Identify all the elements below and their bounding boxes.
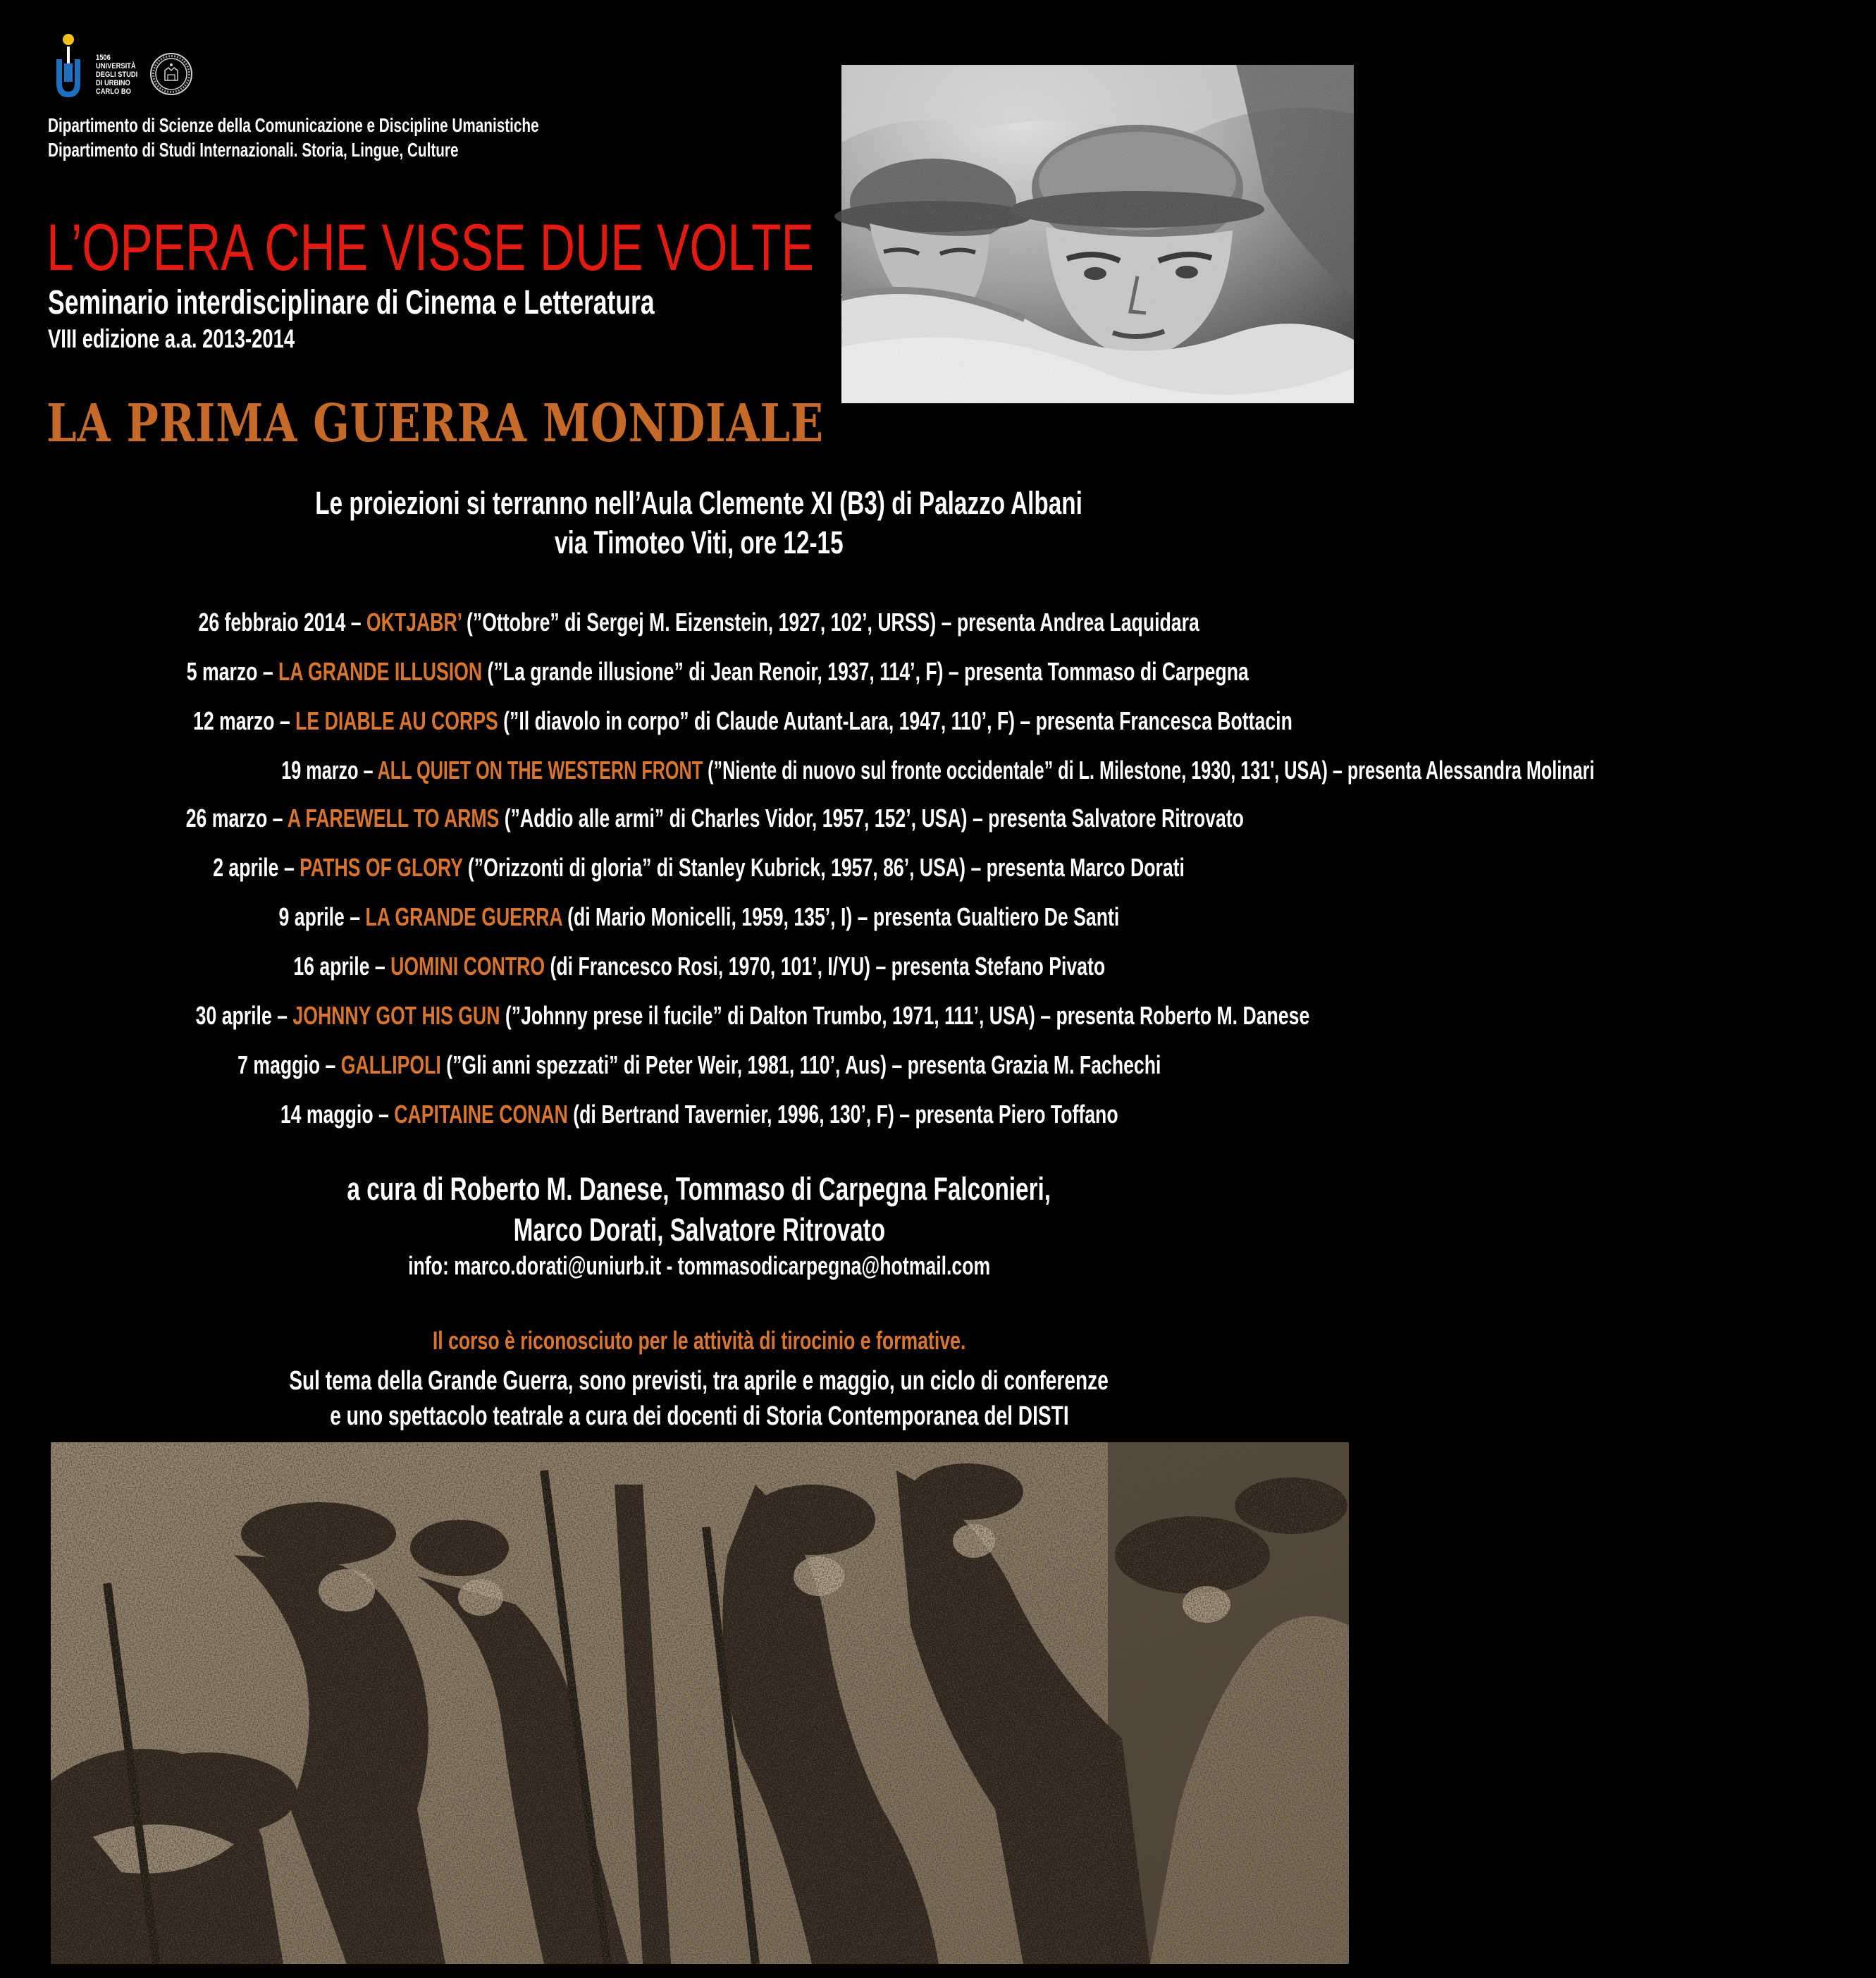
screening-details: (”Addio alle armi” di Charles Vidor, 1957, 152’, USA) – presenta Salvatore Ritrovato <box>499 804 1244 833</box>
screening-details: (di Francesco Rosi, 1970, 101’, I/YU) – presenta Stefano Pivato <box>544 952 1105 981</box>
university-logo <box>45 32 214 110</box>
schedule-row <box>0 1046 1398 1095</box>
screening-date: 9 aprile – <box>278 902 366 931</box>
screening-details: (di Bertrand Tavernier, 1996, 130’, F) – presenta Piero Toffano <box>567 1100 1118 1129</box>
screening-date: 14 maggio – <box>280 1100 394 1129</box>
university-name-line: CARLO BO <box>96 87 131 96</box>
screening-details: (”Orizzonti di gloria” di Stanley Kubrick, 1957, 86’, USA) – presenta Marco Dorati <box>462 853 1185 882</box>
closing-line: Sul tema della Grande Guerra, sono previsti, tra aprile e maggio, un ciclo di conferenze <box>289 1366 1109 1396</box>
course-recognition <box>0 1324 1398 1358</box>
subtitle <box>48 282 868 324</box>
screening-details: (di Mario Monicelli, 1959, 135’, I) – presenta Gualtiero De Santi <box>562 902 1120 931</box>
screening-date: 12 marzo – <box>193 706 296 735</box>
university-seal-icon <box>149 52 193 96</box>
edition <box>48 323 381 355</box>
screening-date: 5 marzo – <box>186 657 279 686</box>
film-title: OKTJABR’ <box>366 608 462 637</box>
schedule-row <box>0 799 1398 849</box>
film-title: GALLIPOLI <box>340 1050 441 1079</box>
film-title: LE DIABLE AU CORPS <box>295 706 498 735</box>
schedule-row <box>0 898 1398 947</box>
closing-note <box>0 1363 1398 1434</box>
closing-line: e uno spettacolo teatrale a cura dei docenti di Storia Contemporanea del DISTI <box>329 1401 1069 1431</box>
university-name-line: DI URBINO <box>96 79 130 87</box>
schedule-row <box>0 849 1398 898</box>
screening-details: (”Johnny prese il fucile” di Dalton Trumbo, 1971, 111’, USA) – presenta Roberto M. Danese <box>500 1001 1310 1030</box>
schedule-row <box>0 751 1595 799</box>
venue-line: via Timoteo Viti, ore 12-15 <box>555 524 844 560</box>
film-title: JOHNNY GOT HIS GUN <box>292 1001 500 1030</box>
subtitle-text: Seminario interdisciplinare di Cinema e Letteratura <box>48 284 655 321</box>
schedule-row <box>0 997 1398 1046</box>
film-title: ALL QUIET ON THE WESTERN FRONT <box>377 756 703 785</box>
university-name-line: UNIVERSITÀ <box>96 62 136 70</box>
theme-heading-text: LA PRIMA GUERRA MONDIALE <box>47 393 824 454</box>
screening-date: 26 febbraio 2014 – <box>198 608 367 637</box>
screening-details: (”Il diavolo in corpo” di Claude Autant-Lara, 1947, 110’, F) – presenta Francesca Bottacin <box>498 706 1292 735</box>
schedule-row <box>0 603 1398 653</box>
schedule-row <box>0 653 1398 702</box>
departments <box>48 113 682 162</box>
film-title: CAPITAINE CONAN <box>393 1100 568 1129</box>
film-title: LA GRANDE GUERRA <box>365 902 562 931</box>
film-title: PATHS OF GLORY <box>300 853 463 882</box>
contact-info-text: info: marco.dorati@uniurb.it - tommasodicarpegna@hotmail.com <box>407 1251 991 1280</box>
department-line: Dipartimento di Studi Internazionali. Storia, Lingue, Culture <box>48 139 459 161</box>
screening-details: (”La grande illusione” di Jean Renoir, 1937, 114’, F) – presenta Tommaso di Carpegna <box>482 657 1249 686</box>
university-name-line: DEGLI STUDI <box>96 70 138 79</box>
curators-line: a cura di Roberto M. Danese, Tommaso di Carpegna Falconieri, <box>347 1171 1051 1207</box>
screening-date: 7 maggio – <box>237 1050 341 1079</box>
screening-date: 2 aprile – <box>213 853 300 882</box>
trench-soldiers-photo <box>51 1442 1349 1964</box>
venue-info <box>0 484 1398 563</box>
university-emblem-icon <box>52 32 85 103</box>
film-still-photo <box>841 65 1354 403</box>
screening-details: (”Ottobre” di Sergej M. Eizenstein, 1927, 102’, URSS) – presenta Andrea Laquidara <box>461 608 1200 637</box>
university-name <box>96 54 145 96</box>
page-title-text: L’OPERA CHE VISSE DUE VOLTE <box>47 210 814 284</box>
schedule-row <box>0 1095 1398 1145</box>
screening-date: 26 marzo – <box>185 804 288 833</box>
curators-line: Marco Dorati, Salvatore Ritrovato <box>513 1212 885 1248</box>
film-title: LA GRANDE ILLUSION <box>278 657 483 686</box>
screening-details: (”Gli anni spezzati” di Peter Weir, 1981, 110’, Aus) – presenta Grazia M. Fachechi <box>440 1050 1161 1079</box>
screening-schedule <box>0 603 1595 1145</box>
screening-details: (”Niente di nuovo sul fronte occidentale” di L. Milestone, 1930, 131', USA) – presenta Alessandra Molinari <box>703 756 1595 785</box>
course-recognition-text: Il corso è riconosciuto per le attività di tirocinio e formative. <box>432 1326 966 1355</box>
screening-date: 30 aprile – <box>195 1001 293 1030</box>
film-title: UOMINI CONTRO <box>390 952 545 981</box>
curators <box>0 1169 1398 1251</box>
screening-date: 19 marzo – <box>281 756 378 785</box>
university-year: 1506 <box>96 54 111 62</box>
schedule-row <box>0 702 1398 751</box>
screening-date: 16 aprile – <box>293 952 390 981</box>
edition-text: VIII edizione a.a. 2013-2014 <box>48 324 295 353</box>
contact-info <box>0 1249 1398 1283</box>
department-line: Dipartimento di Scienze della Comunicazione e Discipline Umanistiche <box>48 114 539 136</box>
film-title: A FAREWELL TO ARMS <box>287 804 500 833</box>
schedule-row <box>0 947 1398 997</box>
venue-line: Le proiezioni si terranno nell’Aula Clemente XI (B3) di Palazzo Albani <box>315 485 1083 521</box>
